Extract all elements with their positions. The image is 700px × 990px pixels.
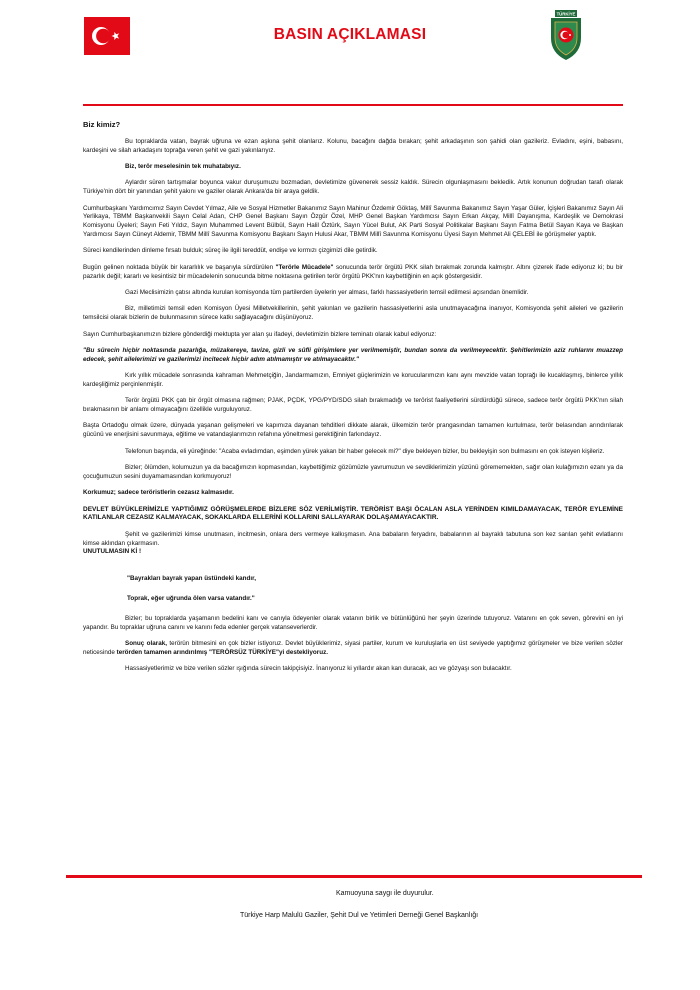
paragraph — [83, 264, 623, 282]
paragraph: Bizler; bu topraklarda yaşamanın bedelini kanı ve canıyla ödeyenler olarak vatanın birlik ve bütünlüğünü her şeyin üzerinde tutuyoruz. Vatanını en çok seven, görevini en iyi yapandır. Bu topraklar uğruna canını ve kanını feda edenler gerçek vatanseverlerdir. — [83, 614, 623, 631]
paragraph: Kırk yıllık mücadele sonrasında kahraman Mehmetçiğin, Jandarmamızın, Emniyet güçlerimizin ve korucularımızın kanı aynı mevzide vatan toprağı ile kucaklaşmış, binlerce yıllık kardeşliğimiz perçinlenmiştir. — [83, 372, 623, 388]
paragraph: Aylardır süren tartışmalar boyunca vakur duruşumuzu bozmadan, devletimize güvenerek sessiz kaldık. Sürecin olgunlaşmasını bekledik. Artık konunun doğrudan tarafı olarak Türkiye'nin dört bir yanından şehit yakını ve gaziler olarak Ankara'da bir araya geldik. — [83, 179, 623, 196]
paragraph: Biz, milletimizi temsil eden Komisyon Üyesi Milletvekillerinin, şehit yakınları ve gazilerin hassasiyetlerini asla unutmayacağına inanıyor, Komisyonda şehit aileleri ve gazilerin temsilcisi olarak bizlerin de bulunmasının sürece katkı sağlayacağını düşünüyoruz. — [83, 305, 623, 322]
paragraph: Başta Ortadoğu olmak üzere, dünyada yaşanan gelişmeleri ve kapımıza dayanan tehditleri dikkate alarak, ülkemizin terör prangasından tamamen kurtulması, terör belasından arındırılarak gücünü ve enerjisini savunmaya, eğitime ve vatandaşlarımızın refahına yöneltmesi gerektiğinin farkındayız. — [83, 422, 623, 439]
closing-line: Kamuoyuna saygı ile duyurulur. — [336, 890, 434, 897]
association-emblem-icon — [548, 8, 584, 62]
paragraph-bold: UNUTULMASIN Kİ ! — [83, 548, 142, 556]
paragraph: Hassasiyetlerimiz ve bize verilen sözler ışığında sürecin takipçisiyiz. İnanıyoruz ki yıllardır akan kan duracak, acı ve gözyaşı son bulacaktır. — [125, 665, 512, 673]
press-release-body — [83, 121, 623, 682]
paragraph-text: Bugün gelinen noktada büyük bir kararlılık ve başarıyla sürdürülen — [83, 263, 276, 271]
section-heading: Biz kimiz? — [83, 120, 121, 129]
paragraph-uppercase: DEVLET BÜYÜKLERİMİZLE YAPTIĞIMIZ GÖRÜŞMELERDE BİZLERE SÖZ VERİLMİŞTİR. TERÖRİST BAŞI ÖCALAN ASLA YERİNDEN KIMILDAMAYACAK, TERÖR EYLEMİNE KATILANLAR CEZASIZ KALMAYACAK, SOKAKLARDA ELLERİNİ KOLLARINI SALLAYARAK DOLAŞAMAYACAKTIR. — [83, 505, 623, 522]
paragraph: Bizler; ölümden, kolumuzun ya da bacağımızın kopmasından, kaybettiğimiz gözümüzle yavrumuzun ve sevdiklerimizin yüzünü görememekten, sağır olan kulağımızın ezanı ya da çocuğumuzun sesini duyamamasından korkmuyoruz! — [83, 464, 623, 480]
footer-divider — [66, 875, 642, 878]
signature-line: Türkiye Harp Malulü Gaziler, Şehit Dul ve Yetimleri Derneği Genel Başkanlığı — [240, 912, 479, 919]
poem-line: Toprak, eğer uğrunda ölen varsa vatandır." — [127, 594, 255, 602]
paragraph: Gazi Meclisimizin çatısı altında kurulan komisyonda tüm partilerden üyelerin yer alması, farklı hassasiyetlerin temsil edilmesi açısından önemlidir. — [125, 288, 529, 296]
paragraph: Terör örgütü PKK çatı bir örgüt olmasına rağmen; PJAK, PÇDK, YPG/PYD/SDG silah bırakmadığı ve terörist faaliyetlerini sürdürdüğü sürece, sadece terör örgütü PKK'nın silah bırakmasının bir anlamı olmayacağını özellikle vurguluyoruz. — [83, 397, 623, 414]
emphasis-text: "Terörle Mücadele" — [275, 263, 334, 271]
page-title: BASIN AÇIKLAMASI — [273, 26, 427, 43]
poem-line: "Bayrakları bayrak yapan üstündeki kandır, — [127, 575, 256, 583]
paragraph-text: terörün bitmesini en çok bizler istiyoruz. Devlet büyüklerimiz, siyasi partiler, kurum ve kuruluşlarla en üst seviyede yaptığımız görüşmeler ve bize verilen sözler neticesinde — [83, 639, 624, 656]
paragraph-bold: Biz, terör meselesinin tek muhatabıyız. — [125, 162, 241, 170]
paragraph: Telefonun başında, eli yüreğinde: "Acaba evladımdan, eşimden yürek yakan bir haber gelecek mi?" diye bekleyen bizler, bu bekleyişin son bulmasını en çok isteyen kişileriz. — [125, 447, 605, 455]
emblem-text: TÜRKİYE — [556, 11, 576, 17]
emphasis-text: Sonuç olarak, — [125, 639, 167, 647]
paragraph: Sayın Cumhurbaşkanımızın bizlere gönderdiği mektupta yer alan şu ifadeyi, devletimizin bizlere teminatı olarak kabul ediyoruz: — [83, 330, 437, 338]
emphasis-text: terörden tamamen arındırılmış "TERÖRSÜZ TÜRKİYE"yi destekliyoruz. — [116, 648, 328, 656]
paragraph-bold: Korkumuz; sadece teröristlerin cezasız kalmasıdır. — [83, 489, 234, 497]
paragraph: Süreci kendilerinden dinleme fırsatı bulduk; süreç ile ilgili tereddüt, endişe ve kırmızı çizgimizi dile getirdik. — [83, 247, 378, 255]
paragraph — [83, 640, 623, 658]
paragraph: Şehit ve gazilerimizi kimse unutmasın, incitmesin, onlara ders vermeye kalkışmasın. Ana babaların feryadını, babalarının al bayraklı tabutuna son kez sarılan şehit evlatlarını kimse aklından çıkarmasın. — [83, 530, 623, 547]
quote-paragraph: "Bu sürecin hiçbir noktasında pazarlığa, müzakereye, tavize, gizli ve süfli girişimlere yer verilmemiştir, bundan sonra da verilmeyecektir. Şehitlerimizin aziz ruhlarını muazzep edecek, şehit ailelerimizi ve gazilerimizi incitecek hiçbir adım atılmamıştır ve atılmayacaktır." — [83, 346, 623, 363]
header-divider — [83, 104, 623, 106]
paragraph: Cumhurbaşkanı Yardımcımız Sayın Cevdet Yılmaz, Aile ve Sosyal Hizmetler Bakanımız Sayın Mahinur Özdemir Göktaş, Millî Savunma Bakanımız Sayın Yaşar Güler, İçişleri Bakanımız Sayın Ali Yerlikaya, TBMM Başkanvekili Sayın Celal Adan, CHP Genel Başkanı Sayın Özgür Özel, MHP Genel Başkan Yardımcısı Sayın Erkan Akçay, Millî Dayanışma, Kardeşlik ve Demokrasi Komisyonu Üyeleri; Sayın Feti Yıldız, Sayın Muhammed Levent Bülbül, Sayın Halil Öztürk, Sayın Yücel Bulut, AK Parti Sosyal Politikalar Başkanı Sayın Fatma Betül Sayan Kaya ve Başkan Yardımcısı Sayın Cüneyt Aldemir, TBMM Millî Savunma Komisyonu Başkanı Sayın Hulusi Akar, TBMM Millî Savunma Komisyonu Üyesi Sayın Mehmet Ali ÇELEBİ ile görüşmeler yaptık. — [83, 204, 623, 238]
paragraph: Bu topraklarda vatan, bayrak uğruna ve ezan aşkına şehit olanlarız. Kolunu, bacağını dağda bırakan; şehit arkadaşının son şahidi olan gazileriz. Evladını, eşini, babasını, kardeşini ve silah arkadaşını toprağa veren şehit ve gazi yakınlarıyız. — [83, 137, 623, 154]
paragraph-text: sonucunda terör örgütü PKK silah bırakmak zorunda kalmıştır. Altını çizerek ifade ediyoruz ki; bu bir pazarlık değil; kararlı ve kesintisiz bir mücadelenin sonucunda bitme noktasına getirilen terör örgütü PKK'nın kaybettiğinin en açık göstergesidir. — [83, 263, 623, 280]
